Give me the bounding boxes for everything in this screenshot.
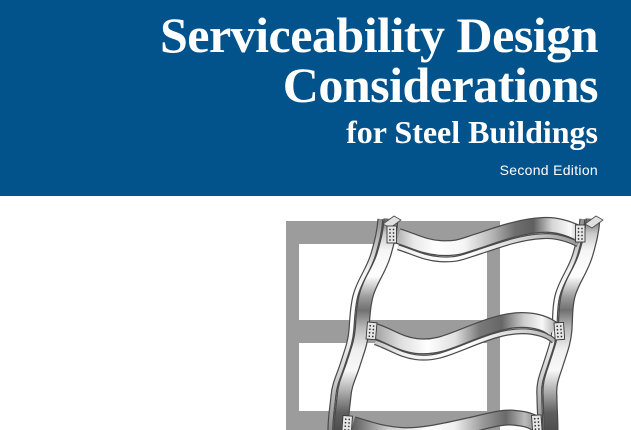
title-line-2: Considerations — [282, 57, 598, 113]
subtitle: for Steel Buildings — [346, 114, 598, 150]
end-plate-top-left — [387, 226, 397, 243]
end-plate-middle-left — [366, 322, 377, 340]
end-plate-bottom-right — [532, 415, 543, 430]
edition-label: Second Edition — [499, 162, 598, 178]
end-plate-top-right — [576, 225, 586, 242]
end-plate-middle-right — [554, 322, 565, 340]
end-plate-bottom-left — [342, 416, 353, 430]
cover-header — [0, 0, 631, 196]
title-line-1: Serviceability Design — [159, 7, 598, 63]
